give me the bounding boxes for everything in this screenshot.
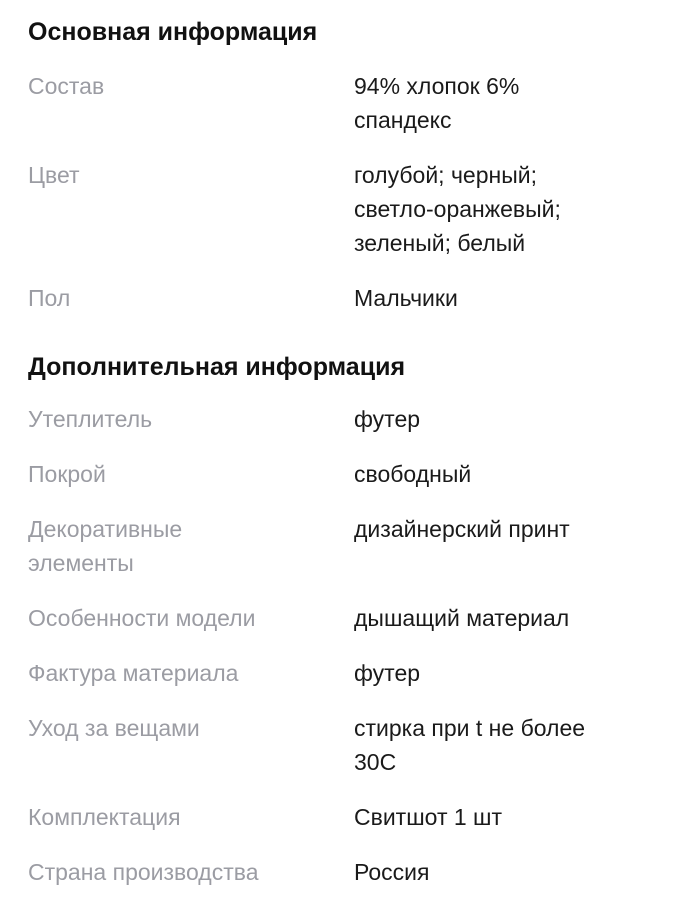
spec-value: дышащий материал (354, 605, 570, 631)
spec-value: Мальчики (354, 285, 458, 311)
spec-value: дизайнерский принт (354, 516, 570, 542)
spec-label: Фактура материала (28, 660, 239, 686)
spec-row-features (28, 601, 648, 635)
spec-value: футер (354, 660, 421, 686)
spec-row-package (28, 800, 648, 834)
spec-label: Страна производства (28, 859, 259, 885)
spec-value: стирка при t не более 30С (354, 715, 586, 775)
spec-row-decor (28, 512, 648, 580)
basic-info-list (28, 69, 648, 315)
extra-info-heading: Дополнительная информация (28, 353, 406, 381)
spec-value: Россия (354, 859, 430, 885)
spec-label: Состав (28, 73, 105, 99)
spec-row-insulation (28, 402, 648, 436)
spec-value: свободный (354, 461, 472, 487)
spec-row-country (28, 855, 648, 889)
spec-label: Покрой (28, 461, 106, 487)
spec-row-care (28, 711, 648, 779)
spec-label: Особенности модели (28, 605, 256, 631)
spec-label: Пол (28, 285, 71, 311)
spec-row-composition (28, 69, 648, 137)
spec-label: Уход за вещами (28, 715, 200, 741)
spec-label: Цвет (28, 162, 80, 188)
spec-row-color (28, 158, 648, 260)
spec-value: футер (354, 406, 421, 432)
spec-row-texture (28, 656, 648, 690)
basic-info-heading: Основная информация (28, 18, 318, 46)
extra-info-list (28, 402, 648, 889)
spec-value: 94% хлопок 6% спандекс (354, 73, 520, 133)
spec-value: Свитшот 1 шт (354, 804, 503, 830)
product-characteristics (28, 0, 648, 889)
spec-label: Утеплитель (28, 406, 153, 432)
spec-value: голубой; черный; светло-оранжевый; зеленый; белый (354, 162, 561, 256)
spec-label: Декоративные элементы (28, 516, 183, 576)
spec-row-cut (28, 457, 648, 491)
spec-row-gender (28, 281, 648, 315)
spec-label: Комплектация (28, 804, 181, 830)
